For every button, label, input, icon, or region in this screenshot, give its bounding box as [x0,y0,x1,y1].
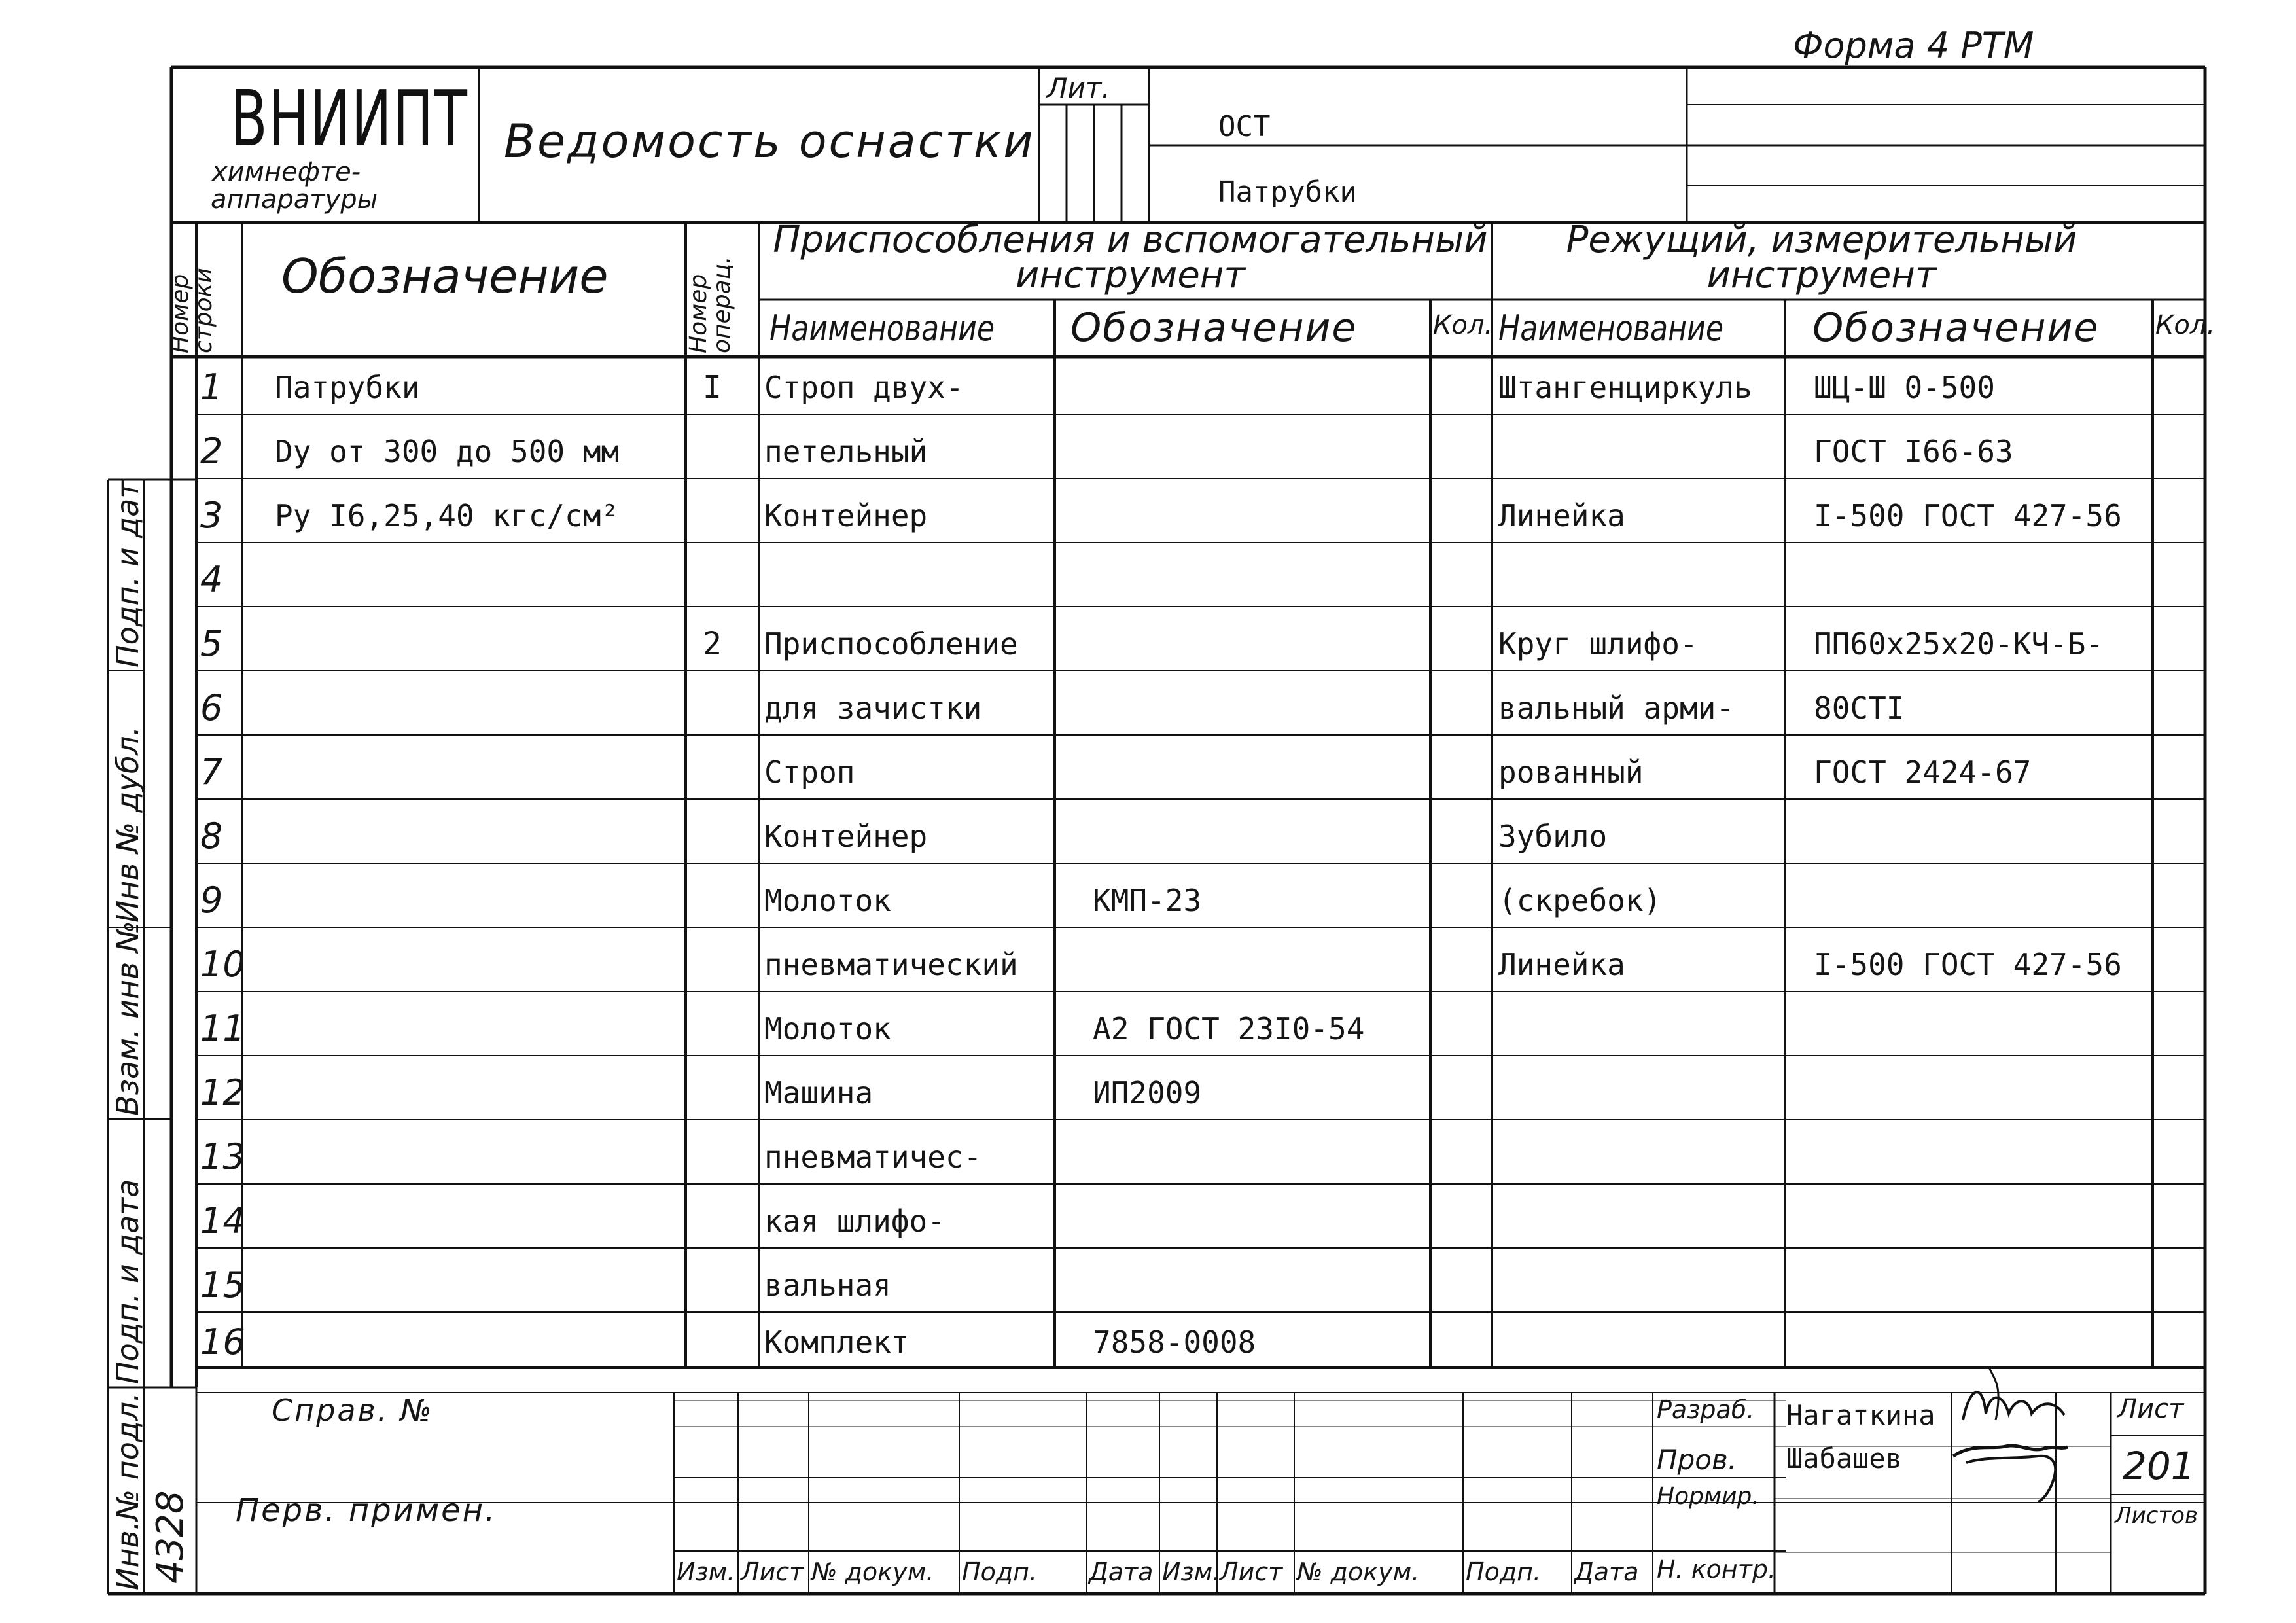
row-fixture-name: Комплект [764,1324,910,1360]
row-operation-number: 2 [703,626,722,662]
row-tool-designation: ПП60х25х20-КЧ-Б- [1814,626,2104,662]
side-replace-inv: Взам. инв № [110,921,145,1116]
change-column-label: Лист [741,1558,804,1586]
side-sign-date-2: Подп. и дата [110,1179,145,1384]
row-number: 10 [200,944,245,986]
change-column-label: Дата [1089,1558,1154,1586]
first-use-label: Перв. примен. [236,1492,497,1529]
col-tools-desig-header: Обозначение [1812,305,2100,351]
row-fixture-name: Строп [764,755,855,791]
org-logo: ВНИИПТ [230,73,468,164]
side-sign-date-1: Подп. и дат [110,480,145,668]
row-number: 13 [200,1136,245,1178]
change-column-label: Подп. [1466,1558,1542,1586]
row-tool-name: Круг шлифо- [1498,626,1698,662]
ref-no-label: Справ. № [272,1393,434,1428]
col-op-no-header: Номер операц. [685,256,735,353]
row-designation: Патрубки [275,370,420,406]
form-label: Форма 4 РТМ [1793,25,2034,66]
row-fixture-name: петельный [764,434,928,470]
row-number: 9 [200,880,223,921]
org-name-line3: аппаратуры [211,185,378,215]
side-inv-orig: Инв.№ подл. [110,1392,145,1590]
col-fixtures-name-header: Наименование [769,308,995,349]
change-column-label: № докум. [811,1558,934,1586]
role-normcontrol: Нормир. [1657,1483,1759,1510]
role-developer: Разраб. [1657,1395,1755,1424]
side-inv-number: 4328 [149,1490,192,1584]
sheet-number: 201 [2123,1444,2195,1488]
developer-signature [1950,1361,2081,1433]
col-tools-qty-header: Кол. [2155,310,2216,340]
col-designation-header: Обозначение [281,249,609,304]
row-number: 5 [200,623,223,665]
row-fixture-name: Машина [764,1075,874,1111]
row-number: 1 [200,366,223,408]
row-tool-name: Линейка [1498,947,1625,983]
row-fixture-name: Контейнер [764,498,928,534]
col-fixtures-group-header: Приспособления и вспомогательный инструмент [773,219,1488,296]
row-number: 15 [200,1264,245,1306]
row-fixture-name: пневматичес- [764,1139,982,1175]
role-checker: Пров. [1657,1444,1737,1476]
row-fixture-name: пневматический [764,947,1018,983]
row-number: 8 [200,815,223,857]
side-inv-dup: Инв № дубл. [110,726,145,923]
sheets-label: Листов [2115,1503,2199,1529]
row-designation: Ру I6,25,40 кгс/см² [275,498,620,534]
change-column-label: Лист [1220,1558,1283,1586]
org-name-line2: химнефте- [212,157,361,187]
row-tool-designation: ГОСТ 2424-67 [1814,755,2032,791]
col-tools-name-header: Наименование [1498,308,1724,349]
col-fixtures-desig-header: Обозначение [1070,305,1358,351]
change-column-label: Изм. [1162,1558,1221,1586]
row-number: 6 [200,687,223,729]
change-column-label: Изм. [677,1558,735,1586]
row-fixture-designation: А2 ГОСТ 23I0-54 [1093,1011,1365,1047]
row-fixture-name: для зачистки [764,690,982,726]
row-fixture-name: Молоток [764,1011,891,1047]
col-fixtures-qty-header: Кол. [1433,310,1493,340]
row-fixture-name: вальная [764,1268,891,1304]
role-n-control: Н. контр. [1657,1555,1776,1584]
row-number: 3 [200,495,223,537]
row-fixture-designation: 7858-0008 [1093,1324,1256,1360]
row-tool-designation: ГОСТ I66-63 [1814,434,2013,470]
col-tools-group-header: Режущий, измерительный инструмент [1566,219,2077,296]
developer-name: Нагаткина [1786,1399,1935,1431]
checker-name: Шабашев [1786,1442,1903,1474]
row-tool-name: рованный [1498,755,1644,791]
row-fixture-designation: КМП-23 [1093,883,1202,919]
change-column-label: Подп. [962,1558,1038,1586]
lit-label: Лит. [1047,72,1110,104]
row-fixture-name: кая шлифо- [764,1204,945,1240]
row-tool-name: Линейка [1498,498,1625,534]
row-number: 14 [200,1200,245,1242]
row-number: 12 [200,1072,245,1114]
row-fixture-name: Молоток [764,883,891,919]
row-tool-designation: ШЦ-Ш 0-500 [1814,370,1995,406]
row-tool-name: вальный арми- [1498,690,1735,726]
row-number: 4 [200,559,223,601]
standard-code: ОСТ [1218,110,1271,143]
col-row-no-header: Номер строки [167,268,217,353]
sheet-label: Лист [2117,1394,2184,1424]
checker-signature [1947,1430,2077,1508]
row-tool-designation: 80СТI [1814,690,1905,726]
row-fixture-name: Строп двух- [764,370,964,406]
row-tool-designation: I-500 ГОСТ 427-56 [1814,947,2122,983]
row-tool-name: Штангенциркуль [1498,370,1752,406]
row-fixture-name: Приспособление [764,626,1018,662]
change-column-label: Дата [1574,1558,1639,1586]
row-tool-designation: I-500 ГОСТ 427-56 [1814,498,2122,534]
row-fixture-designation: ИП2009 [1093,1075,1202,1111]
row-fixture-name: Контейнер [764,819,928,855]
row-tool-name: (скребок) [1498,883,1662,919]
row-operation-number: I [703,369,722,406]
product-name: Патрубки [1218,175,1357,209]
row-number: 16 [200,1321,245,1363]
doc-title: Ведомость оснастки [504,115,1035,168]
row-number: 2 [200,431,223,473]
row-number: 11 [200,1008,245,1050]
row-number: 7 [200,751,223,793]
row-tool-name: Зубило [1498,819,1608,855]
change-column-label: № докум. [1297,1558,1420,1586]
row-designation: Dу от 300 до 500 мм [275,434,620,470]
